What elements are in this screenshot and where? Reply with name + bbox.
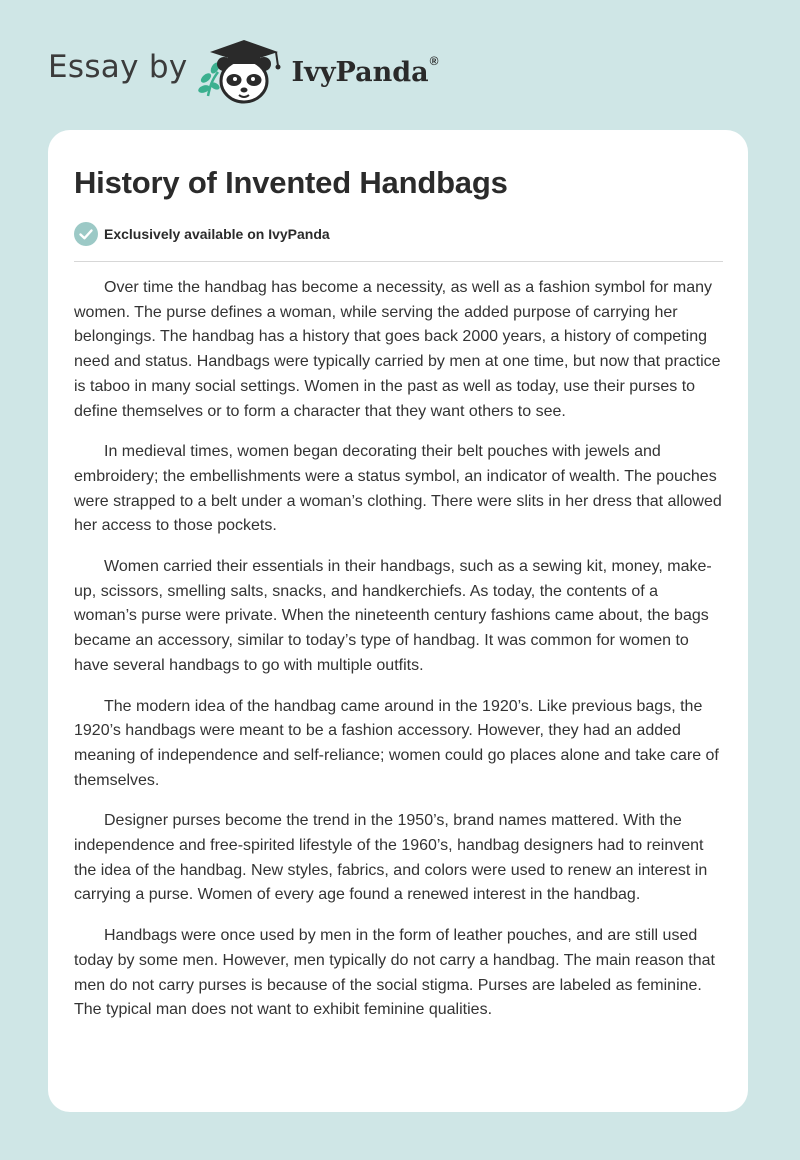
brand-name[interactable] xyxy=(291,53,439,88)
paragraph: Designer purses become the trend in the 1950’s, brand names mattered. With the independence and free-spirited lifestyle of the 1960’s, handbag designers had to reinvent the idea of the handbag. New styles, fabrics, and colors were used to renew an interest in carrying a purse. Women of every age found a renewed interest in the handbag. xyxy=(74,812,708,904)
exclusive-badge xyxy=(74,222,330,246)
essay-card xyxy=(48,130,748,1112)
divider xyxy=(74,261,723,262)
exclusive-label: Exclusively available on IvyPanda xyxy=(104,226,330,242)
panda-graduate-logo-icon[interactable] xyxy=(198,34,290,108)
site-header xyxy=(48,34,438,108)
paragraph: Women carried their essentials in their handbags, such as a sewing kit, money, make-up, scissors, smelling salts, snacks, and handkerchiefs. As today, the contents of a woman’s purse were private. When the nineteenth century fashions came about, the bags became an accessory, similar to today’s type of handbag. It was common for women to have several handbags to go with multiple outfits. xyxy=(74,558,712,674)
registered-mark: ® xyxy=(429,53,439,68)
check-circle-icon xyxy=(74,222,98,246)
essay-by-label: Essay by xyxy=(48,49,188,85)
paragraph: The modern idea of the handbag came around in the 1920’s. Like previous bags, the 1920’s handbags were meant to be a fashion accessory. However, they had an added meaning of independence and self-reliance; women could go places alone and take care of themselves. xyxy=(74,697,719,789)
essay-body xyxy=(74,276,723,1039)
paragraph: Handbags were once used by men in the form of leather pouches, and are still used today by some men. However, men typically do not carry a handbag. The main reason that men do not carry purses is because of the social stigma. Purses are labeled as feminine. The typical man does not want to exhibit feminine qualities. xyxy=(74,927,715,1019)
paragraph: Over time the handbag has become a necessity, as well as a fashion symbol for many women. The purse defines a woman, while serving the added purpose of carrying her belongings. The handbag has a history that goes back 2000 years, a history of competing need and status. Handbags were typically carried by men at one time, but now that practice is taboo in many social settings. Women in the past as well as today, use their purses to define themselves or to form a character that they want others to see. xyxy=(74,279,721,420)
paragraph: In medieval times, women began decorating their belt pouches with jewels and embroidery; the embellishments were a status symbol, an indicator of wealth. The pouches were strapped to a belt under a woman’s clothing. There were slits in her dress that allowed her access to those pockets. xyxy=(74,443,722,535)
brand-name-text: IvyPanda xyxy=(291,56,429,88)
page-title: History of Invented Handbags xyxy=(74,165,508,200)
